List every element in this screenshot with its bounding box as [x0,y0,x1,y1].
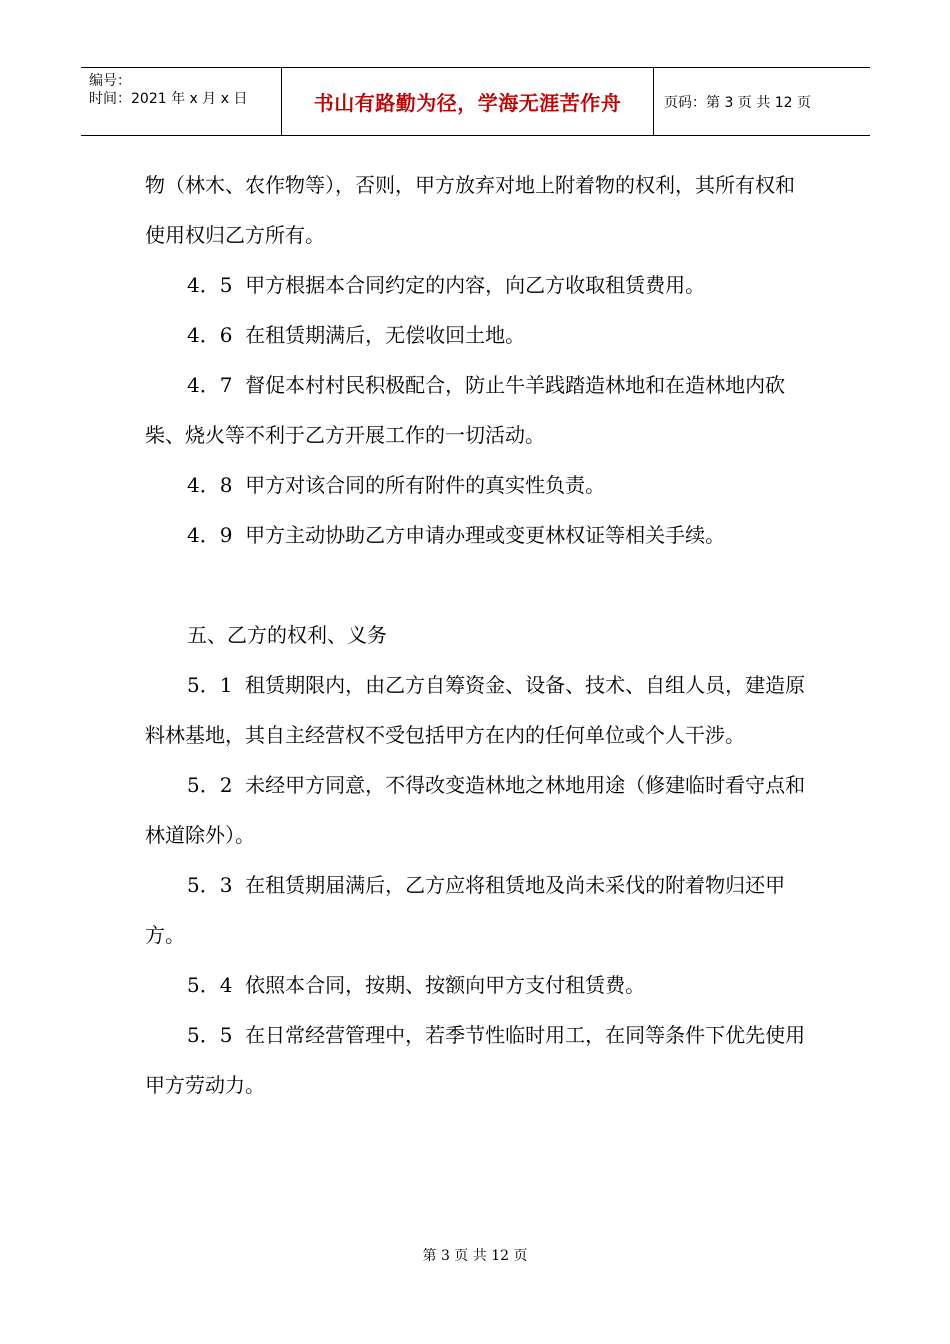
header-page-info: 页码：第 3 页 共 12 页 [664,94,811,111]
document-body [145,160,810,1110]
clause-4-9: 4．9 甲方主动协助乙方申请办理或变更林权证等相关手续。 [187,523,726,547]
document-date-label: 时间：2021 年 x 月 x 日 [89,91,248,107]
clause-5-4: 5．4 依照本合同，按期、按额向甲方支付租赁费。 [187,973,646,997]
paragraph-continuation: 物（林木、农作物等），否则，甲方放弃对地上附着物的权利，其所有权和使用权归乙方所有。 [145,173,795,247]
document-header [81,67,870,136]
clause-4-6: 4．6 在租赁期满后，无偿收回土地。 [187,323,526,347]
header-meta-cell [81,68,282,135]
clause-4-7: 4．7 督促本村村民积极配合，防止牛羊践踏造林地和在造林地内砍柴、烧火等不利于乙方开展工作的一切活动。 [145,373,786,447]
clause-4-8: 4．8 甲方对该合同的所有附件的真实性负责。 [187,473,606,497]
page-footer: 第 3 页 共 12 页 [422,1248,528,1264]
header-motto: 书山有路勤为径，学海无涯苦作舟 [282,68,654,135]
clause-4-5: 4．5 甲方根据本合同约定的内容，向乙方收取租赁费用。 [187,273,706,297]
clause-5-1: 5．1 租赁期限内，由乙方自筹资金、设备、技术、自组人员，建造原料林基地，其自主经营权不受包括甲方在内的任何单位或个人干涉。 [145,673,806,747]
clause-5-5: 5．5 在日常经营管理中，若季节性临时用工，在同等条件下优先使用甲方劳动力。 [145,1023,806,1097]
clause-5-2: 5．2 未经甲方同意，不得改变造林地之林地用途（修建临时看守点和林道除外）。 [145,773,806,847]
document-number-label: 编号： [89,73,131,89]
clause-5-3: 5．3 在租赁期届满后，乙方应将租赁地及尚未采伐的附着物归还甲方。 [145,873,786,947]
section-heading: 五、乙方的权利、义务 [187,623,387,647]
